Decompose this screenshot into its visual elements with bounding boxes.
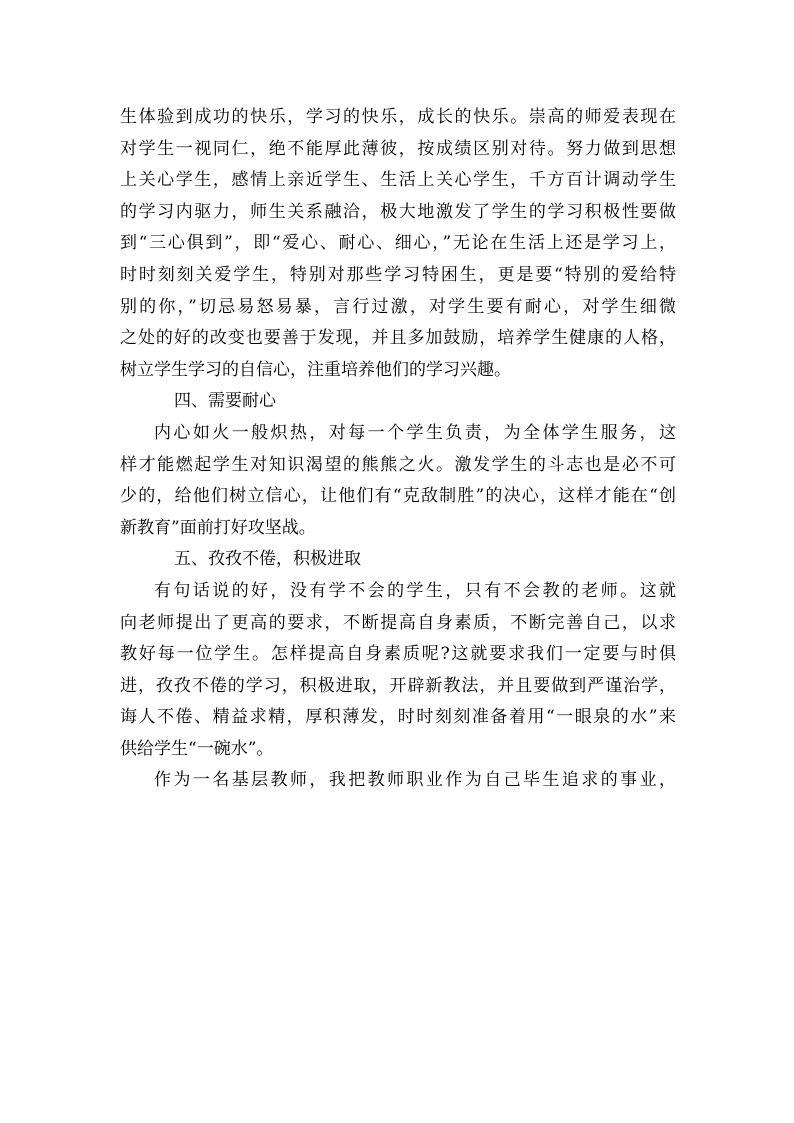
text-line: 对学生一视同仁，绝不能厚此薄彼，按成绩区别对待。努力做到思想 <box>120 138 676 159</box>
text-line: 少的，给他们树立信心，让他们有“克敌制胜”的决心，这样才能在“创 <box>120 486 676 507</box>
paragraph-section-five <box>120 576 676 766</box>
text-line: 的学习内驱力，师生关系融洽，极大地激发了学生的学习积极性要做 <box>120 201 676 222</box>
text-line: 上关心学生，感情上亲近学生、生活上关心学生，千方百计调动学生 <box>120 170 676 191</box>
text-line: 别的你，”切忌易怒易暴，言行过激，对学生要有耐心，对学生细微 <box>120 296 676 317</box>
text-line: 样才能燃起学生对知识渴望的熊熊之火。激发学生的斗志也是必不可 <box>120 454 676 475</box>
text-line: 树立学生学习的自信心，注重培养他们的学习兴趣。 <box>120 359 511 380</box>
text-line: 之处的好的改变也要善于发现，并且多加鼓励，培养学生健康的人格， <box>120 328 676 349</box>
text-line: 有句话说的好，没有学不会的学生，只有不会教的老师。这就 <box>154 580 676 601</box>
text-line: 向老师提出了更高的要求，不断提高自身素质，不断完善自己，以求 <box>120 612 676 633</box>
text-line: 进，孜孜不倦的学习，积极进取，开辟新教法，并且要做到严谨治学， <box>120 675 676 696</box>
text-line: 新教育”面前打好攻坚战。 <box>120 517 316 538</box>
text-line: 生体验到成功的快乐，学习的快乐，成长的快乐。崇高的师爱表现在 <box>120 107 676 127</box>
text-line: 到“三心俱到”，即“爱心、耐心、细心，”无论在生活上还是学习上， <box>120 233 676 254</box>
text-line: 诲人不倦、精益求精，厚积薄发，时时刻刻准备着用“一眼泉的水”来 <box>120 707 676 728</box>
paragraph-closing <box>120 765 676 797</box>
text-line: 内心如火一般炽热，对每一个学生负责，为全体学生服务，这 <box>154 422 676 443</box>
section-heading-four: 四、需要耐心 <box>174 391 276 412</box>
text-line: 作为一名基层教师，我把教师职业作为自己毕生追求的事业， <box>154 770 676 791</box>
document-body <box>120 102 676 797</box>
text-line: 时时刻刻关爱学生，特别对那些学习特困生，更是要“特别的爱给特 <box>120 264 676 285</box>
paragraph-section-four <box>120 418 676 544</box>
text-line: 教好每一位学生。怎样提高自身素质呢?这就要求我们一定要与时俱 <box>120 644 676 665</box>
paragraph-continued <box>120 102 676 386</box>
text-line: 供给学生“一碗水”。 <box>120 738 274 759</box>
section-heading-five: 五、孜孜不倦，积极进取 <box>174 549 361 570</box>
